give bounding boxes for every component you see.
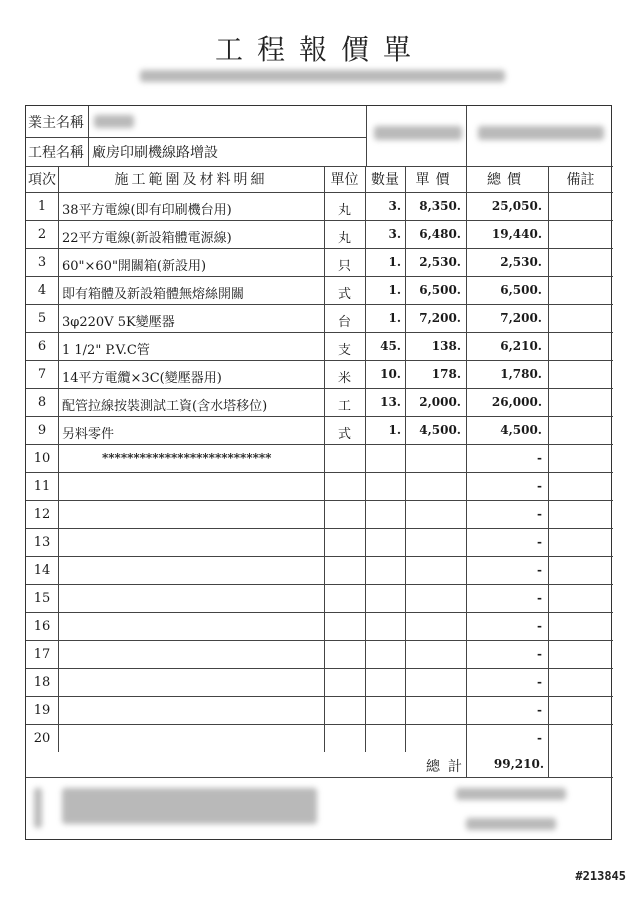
header-index: 項次 xyxy=(28,172,56,188)
row-total-price: - xyxy=(537,451,542,465)
row-total-price: 1,780. xyxy=(500,367,542,381)
row-total-price: - xyxy=(537,479,542,493)
row-unit: 工 xyxy=(337,399,351,414)
header-qty: 數量 xyxy=(371,172,399,188)
grand-total-label: 總計 xyxy=(426,759,470,775)
row-description: 14平方電纜×3C(變壓器用) xyxy=(62,371,222,386)
row-index: 9 xyxy=(37,423,47,438)
row-total-price: - xyxy=(537,619,542,633)
row-description: 22平方電線(新設箱體電源線) xyxy=(62,231,232,246)
row-total-price: - xyxy=(537,563,542,577)
row-total-price: - xyxy=(537,535,542,549)
row-index: 1 xyxy=(37,199,47,214)
row-unit-price: 8,350. xyxy=(419,199,461,213)
row-unit-price: 2,530. xyxy=(419,255,461,269)
row-unit: 丸 xyxy=(337,203,351,218)
row-quantity: 3. xyxy=(388,227,401,241)
row-index: 8 xyxy=(37,395,47,410)
row-description: 另料零件 xyxy=(62,427,115,442)
row-unit-price: 138. xyxy=(431,339,461,353)
redacted-contact-left xyxy=(374,126,462,140)
row-index: 20 xyxy=(33,731,51,746)
header-description: 施工範圍及材料明細 xyxy=(114,172,268,188)
row-index: 11 xyxy=(33,479,51,494)
header-total-price: 總價 xyxy=(487,172,527,188)
redacted-footer-left xyxy=(34,788,42,828)
row-index: 3 xyxy=(37,255,47,270)
row-unit-price: 178. xyxy=(431,367,461,381)
row-description: 38平方電線(即有印刷機台用) xyxy=(62,203,232,218)
row-quantity: 1. xyxy=(388,255,401,269)
row-total-price: 4,500. xyxy=(500,423,542,437)
row-quantity: 1. xyxy=(388,423,401,437)
row-total-price: 6,210. xyxy=(500,339,542,353)
row-description: 1 1/2" P.V.C管 xyxy=(62,343,150,358)
redacted-footer-right-2 xyxy=(466,818,556,830)
row-total-price: 6,500. xyxy=(500,283,542,297)
row-unit: 米 xyxy=(337,371,351,386)
row-unit: 式 xyxy=(337,287,351,302)
document-id-stamp: #213845 xyxy=(575,869,626,883)
redacted-company-info xyxy=(140,70,505,82)
project-label: 工程名稱 xyxy=(28,145,84,161)
row-index: 15 xyxy=(33,591,51,606)
row-total-price: 26,000. xyxy=(491,395,542,409)
row-total-price: 7,200. xyxy=(500,311,542,325)
row-index: 13 xyxy=(33,535,51,550)
row-quantity: 1. xyxy=(388,311,401,325)
row-unit: 支 xyxy=(337,343,351,358)
row-description: 60"×60"開關箱(新設用) xyxy=(62,259,207,274)
row-index: 14 xyxy=(33,563,51,578)
project-name: 廠房印刷機線路增設 xyxy=(92,145,218,161)
row-unit-price: 7,200. xyxy=(419,311,461,325)
header-unit-price: 單價 xyxy=(415,172,456,188)
row-unit: 只 xyxy=(337,259,351,274)
row-description: 即有箱體及新設箱體無熔絲開關 xyxy=(62,287,245,302)
row-total-price: - xyxy=(537,703,542,717)
grand-total-value: 99,210. xyxy=(493,757,544,771)
row-total-price: - xyxy=(537,591,542,605)
row-unit: 台 xyxy=(337,315,351,330)
row-description: 配管拉線按裝測試工資(含水塔移位) xyxy=(62,399,268,414)
redacted-contact-right xyxy=(478,126,604,140)
row-unit-price: 2,000. xyxy=(419,395,461,409)
row-unit-price: 4,500. xyxy=(419,423,461,437)
row-total-price: 2,530. xyxy=(500,255,542,269)
row-quantity: 1. xyxy=(388,283,401,297)
header-unit: 單位 xyxy=(330,172,359,188)
row-total-price: - xyxy=(537,507,542,521)
row-index: 19 xyxy=(33,703,51,718)
row-index: 6 xyxy=(37,339,47,354)
quotation-table xyxy=(25,105,612,840)
row-index: 2 xyxy=(37,227,47,242)
owner-label: 業主名稱 xyxy=(28,115,84,131)
redacted-owner-name xyxy=(94,115,134,128)
row-description: *************************** xyxy=(102,451,272,465)
redacted-footer-left-text xyxy=(62,788,317,824)
row-index: 5 xyxy=(37,311,47,326)
row-index: 7 xyxy=(37,367,47,382)
row-unit-price: 6,480. xyxy=(419,227,461,241)
row-description: 3φ220V 5K變壓器 xyxy=(62,315,175,330)
row-index: 4 xyxy=(37,283,47,298)
document-title: 工程報價單 xyxy=(214,33,425,66)
row-total-price: - xyxy=(537,675,542,689)
header-remarks: 備註 xyxy=(566,172,595,188)
row-total-price: - xyxy=(537,647,542,661)
row-total-price: - xyxy=(537,731,542,745)
row-quantity: 13. xyxy=(380,395,401,409)
row-unit: 丸 xyxy=(337,231,351,246)
row-total-price: 25,050. xyxy=(491,199,542,213)
row-total-price: 19,440. xyxy=(491,227,542,241)
row-quantity: 3. xyxy=(388,199,401,213)
row-quantity: 10. xyxy=(380,367,401,381)
row-index: 12 xyxy=(33,507,51,522)
row-index: 17 xyxy=(33,647,51,662)
row-unit-price: 6,500. xyxy=(419,283,461,297)
row-index: 10 xyxy=(33,451,51,466)
row-index: 18 xyxy=(33,675,51,690)
row-unit: 式 xyxy=(337,427,351,442)
row-quantity: 45. xyxy=(380,339,401,353)
redacted-footer-right-1 xyxy=(456,788,566,800)
row-index: 16 xyxy=(33,619,51,634)
